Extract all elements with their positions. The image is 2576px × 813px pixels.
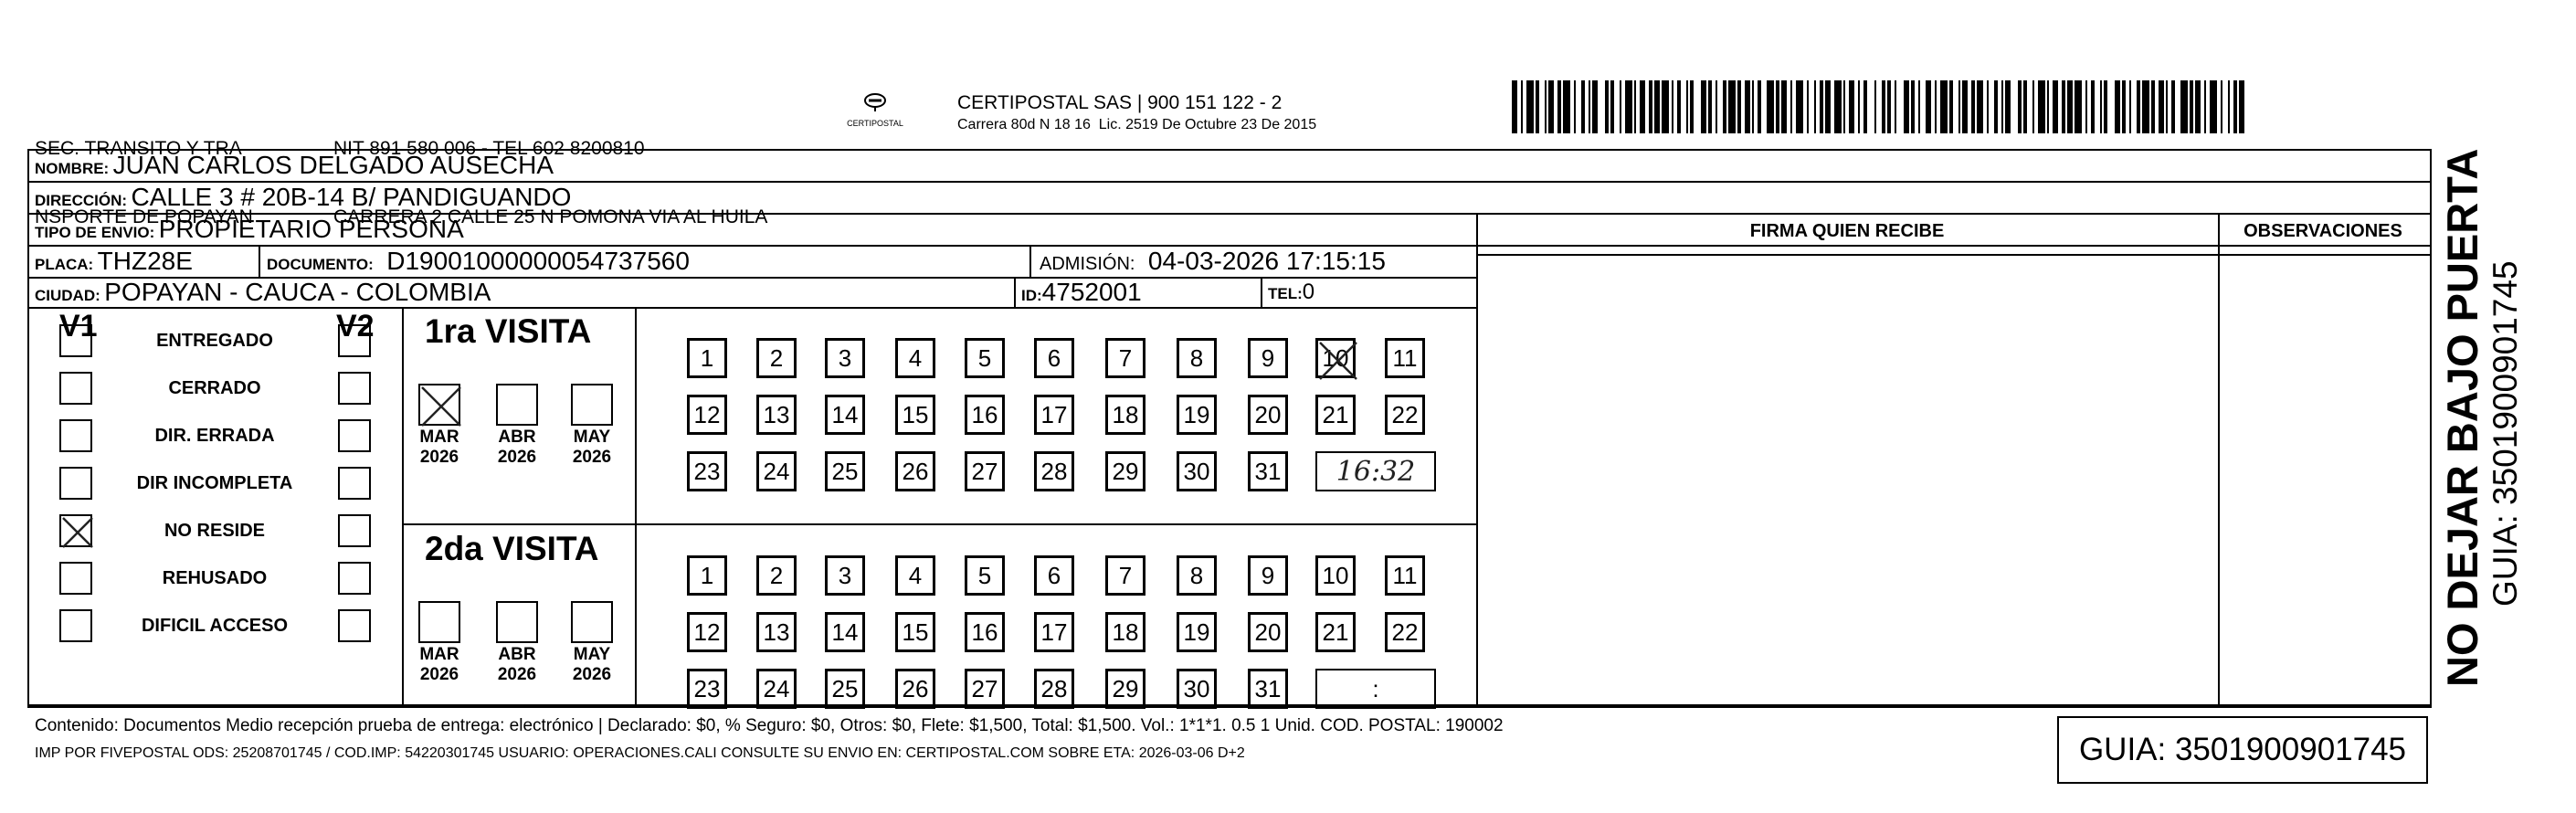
reason-label: DIR INCOMPLETA — [136, 473, 293, 493]
day-number: 20 — [1254, 618, 1282, 646]
barcode-bar — [1662, 80, 1669, 133]
barcode-gap — [1598, 80, 1605, 133]
barcode-bar — [2142, 80, 2149, 133]
tel-value: 0 — [1302, 280, 1315, 304]
day-box[interactable] — [687, 451, 727, 491]
day-number: 25 — [831, 457, 859, 485]
tel-label: TEL: — [1268, 285, 1303, 302]
cross-mark-icon — [420, 385, 462, 428]
day-box[interactable] — [1105, 669, 1145, 709]
logo-text: CERTIPOSTAL — [847, 119, 903, 128]
day-box[interactable] — [687, 669, 727, 709]
reason-label: CERRADO — [168, 378, 261, 398]
reason-label: DIFICIL ACCESO — [141, 616, 288, 636]
day-box[interactable] — [965, 669, 1005, 709]
day-number: 7 — [1118, 561, 1133, 589]
visit-title: 1ra VISITA — [425, 312, 592, 350]
nombre-label: NOMBRE: — [35, 160, 110, 177]
day-number: 24 — [763, 457, 790, 485]
barcode-bar — [2075, 80, 2082, 133]
side-guia: GUIA: 3501900901745 — [2486, 260, 2524, 607]
month-name: MAR — [419, 645, 459, 664]
day-box[interactable] — [1248, 669, 1288, 709]
day-box[interactable] — [756, 338, 797, 378]
day-number: 30 — [1183, 457, 1210, 485]
barcode-bar — [1728, 80, 1736, 133]
day-number: 16 — [971, 618, 998, 646]
day-box[interactable] — [1105, 612, 1145, 652]
day-box[interactable] — [756, 451, 797, 491]
reason-label: DIR. ERRADA — [154, 426, 275, 446]
day-number: 5 — [977, 561, 992, 589]
day-number: 30 — [1183, 674, 1210, 702]
day-number: 24 — [763, 674, 790, 702]
documento-cell — [267, 248, 690, 280]
day-box[interactable] — [1034, 451, 1074, 491]
month-year: 2026 — [497, 665, 537, 684]
day-box[interactable] — [1248, 555, 1288, 596]
day-number: 12 — [693, 400, 721, 428]
day-number: 27 — [971, 674, 998, 702]
placa-value: THZ28E — [97, 247, 193, 275]
day-box[interactable] — [1034, 338, 1074, 378]
certipostal-logo — [839, 88, 912, 133]
barcode-gap — [2244, 80, 2248, 133]
day-number: 11 — [1392, 343, 1418, 372]
day-number: 3 — [838, 561, 852, 589]
day-number: 13 — [763, 618, 790, 646]
month-label — [485, 645, 549, 685]
barcode-bar — [1563, 80, 1570, 133]
day-number: 9 — [1261, 561, 1275, 589]
day-number: 8 — [1189, 561, 1204, 589]
day-number: 13 — [763, 400, 790, 428]
day-box[interactable] — [756, 669, 797, 709]
reason-label: NO RESIDE — [164, 521, 266, 541]
month-name: MAR — [419, 428, 459, 447]
nit-line: NIT 891 580 006 - TEL 602 8200810 — [333, 138, 645, 159]
time-value: 16:32 — [1336, 455, 1416, 488]
direccion-label: DIRECCIÓN: — [35, 192, 128, 209]
company-line-1: CERTIPOSTAL SAS | 900 151 122 - 2 — [957, 92, 1283, 113]
barcode-gap — [1694, 80, 1701, 133]
day-box[interactable] — [687, 555, 727, 596]
day-number: 4 — [908, 561, 923, 589]
day-box[interactable] — [1315, 612, 1356, 652]
cross-mark-icon — [1318, 341, 1358, 381]
nombre-row — [35, 152, 554, 184]
ciudad-label: CIUDAD: — [35, 287, 100, 304]
day-number: 20 — [1254, 400, 1282, 428]
day-box[interactable] — [1105, 338, 1145, 378]
day-number: 22 — [1391, 618, 1419, 646]
day-box[interactable] — [1177, 451, 1217, 491]
day-number: 25 — [831, 674, 859, 702]
day-number: 21 — [1322, 400, 1349, 428]
barcode-gap — [1896, 80, 1904, 133]
sender-line-2: NSPORTE DE POPAYAN — [35, 206, 253, 227]
day-box[interactable] — [895, 669, 935, 709]
month-name: MAY — [573, 428, 611, 447]
day-number: 19 — [1183, 400, 1210, 428]
tel-cell — [1268, 279, 1314, 309]
day-box[interactable] — [1034, 669, 1074, 709]
ciudad-value: POPAYAN - CAUCA - COLOMBIA — [104, 278, 491, 306]
day-number: 6 — [1047, 343, 1061, 372]
day-box[interactable] — [825, 338, 865, 378]
day-number: 15 — [902, 618, 929, 646]
documento-label: DOCUMENTO: — [267, 256, 374, 273]
company-info — [957, 91, 1316, 134]
v2-label: V2 — [336, 309, 375, 343]
day-box[interactable] — [1177, 669, 1217, 709]
day-box[interactable] — [825, 669, 865, 709]
day-box[interactable] — [895, 338, 935, 378]
day-box[interactable] — [825, 395, 865, 435]
firma-label: FIRMA QUIEN RECIBE — [1749, 221, 1945, 241]
day-number: 31 — [1254, 674, 1282, 702]
address-line: CARRERA 2 CALLE 25 N POMONA VIA AL HUILA — [333, 206, 768, 227]
month-label — [560, 428, 624, 468]
observaciones-label: OBSERVACIONES — [2243, 221, 2402, 241]
month-year: 2026 — [419, 448, 459, 467]
day-box[interactable] — [756, 612, 797, 652]
day-box[interactable] — [1385, 612, 1425, 652]
day-box[interactable] — [965, 612, 1005, 652]
footer-content-line: Contenido: Documentos Medio recepción prueba de entrega: electrónico | Declarado: $0, % Seguro: $0, Otros: $0, Flete: $1,500, Total: $1,500. Vol.: 1*1*1. 0.5 1 Unid. COD. POSTAL: 190002 — [35, 716, 1504, 735]
day-box[interactable] — [1034, 395, 1074, 435]
day-number: 21 — [1322, 618, 1349, 646]
month-checkbox[interactable] — [496, 601, 538, 643]
day-number: 17 — [1040, 618, 1068, 646]
day-box[interactable] — [1248, 338, 1288, 378]
day-number: 9 — [1261, 343, 1275, 372]
day-number: 26 — [902, 457, 929, 485]
day-box[interactable] — [1315, 395, 1356, 435]
day-number: 10 — [1322, 561, 1349, 589]
month-label — [407, 645, 471, 685]
day-number: 2 — [769, 561, 784, 589]
day-number: 19 — [1183, 618, 1210, 646]
firma-header — [1476, 217, 2218, 247]
reason-label: REHUSADO — [162, 568, 268, 588]
day-box[interactable] — [1385, 338, 1425, 378]
day-number: 14 — [831, 618, 859, 646]
day-box[interactable] — [895, 395, 935, 435]
day-number: 6 — [1047, 561, 1061, 589]
day-number: 27 — [971, 457, 998, 485]
footer-print-line: IMP POR FIVEPOSTAL ODS: 25208701745 / COD.IMP: 54220301745 USUARIO: OPERACIONES.CALI CONSULTE SU ENVIO EN: CERTIPOSTAL.COM SOBRE ETA: 2026-03-06 D+2 — [35, 745, 1245, 761]
day-box[interactable] — [756, 395, 797, 435]
direccion-value: CALLE 3 # 20B-14 B/ PANDIGUANDO — [131, 183, 572, 211]
barcode-bar — [1940, 80, 1948, 133]
placa-cell — [35, 248, 193, 280]
tipo-envio-label: TIPO DE ENVIO: — [35, 224, 155, 241]
day-number: 28 — [1040, 457, 1068, 485]
day-number: 28 — [1040, 674, 1068, 702]
month-year: 2026 — [572, 665, 612, 684]
day-box[interactable] — [895, 451, 935, 491]
placa-label: PLACA: — [35, 256, 94, 273]
day-box[interactable] — [1248, 451, 1288, 491]
day-box[interactable] — [825, 451, 865, 491]
day-number: 29 — [1112, 674, 1139, 702]
day-number: 17 — [1040, 400, 1068, 428]
barcode-bar — [2210, 80, 2217, 133]
visit-title: 2da VISITA — [425, 530, 599, 567]
day-box[interactable] — [965, 338, 1005, 378]
day-box[interactable] — [1105, 395, 1145, 435]
day-number: 1 — [700, 343, 714, 372]
tipo-envio-value: PROPIETARIO PERSONA — [158, 215, 464, 243]
day-box[interactable] — [825, 612, 865, 652]
day-number: 31 — [1254, 457, 1282, 485]
month-checkbox[interactable] — [571, 384, 613, 426]
day-number: 10 — [1322, 343, 1349, 372]
day-number: 26 — [902, 674, 929, 702]
day-box[interactable] — [1034, 555, 1074, 596]
month-name: ABR — [498, 645, 536, 664]
id-cell — [1021, 279, 1142, 311]
day-box[interactable] — [1385, 555, 1425, 596]
month-checkbox[interactable] — [571, 601, 613, 643]
admision-label: ADMISIÓN: — [1040, 254, 1135, 274]
day-box[interactable] — [1177, 555, 1217, 596]
footer-guia: GUIA: 3501900901745 — [2078, 732, 2407, 767]
month-checkbox[interactable] — [418, 601, 460, 643]
day-box[interactable] — [1315, 555, 1356, 596]
barcode-bar — [1526, 80, 1534, 133]
day-box[interactable] — [1177, 338, 1217, 378]
barcode-bar — [1625, 80, 1632, 133]
day-number: 2 — [769, 343, 784, 372]
day-box[interactable] — [965, 395, 1005, 435]
month-name: MAY — [573, 645, 611, 664]
barcode-bar — [1977, 80, 1984, 133]
nombre-value: JUAN CARLOS DELGADO AUSECHA — [112, 151, 554, 179]
day-box[interactable] — [756, 555, 797, 596]
day-number: 22 — [1391, 400, 1419, 428]
day-box[interactable] — [1315, 338, 1356, 378]
day-number: 15 — [902, 400, 929, 428]
id-label: ID: — [1021, 287, 1042, 304]
day-number: 1 — [700, 561, 714, 589]
barcode-gap — [2107, 80, 2115, 133]
day-box[interactable] — [1034, 612, 1074, 652]
day-number: 5 — [977, 343, 992, 372]
observaciones-header — [2218, 217, 2428, 247]
month-checkbox[interactable] — [496, 384, 538, 426]
side-warning: NO DEJAR BAJO PUERTA — [2438, 148, 2486, 687]
barcode-bar — [1767, 80, 1774, 133]
day-number: 29 — [1112, 457, 1139, 485]
day-number: 12 — [693, 618, 721, 646]
day-box[interactable] — [1177, 612, 1217, 652]
barcode-gap — [2011, 80, 2018, 133]
day-number: 23 — [693, 674, 721, 702]
day-box[interactable] — [895, 555, 935, 596]
month-label — [560, 645, 624, 685]
v1-label: V1 — [59, 309, 98, 343]
day-box[interactable] — [1105, 555, 1145, 596]
barcode-bar — [2038, 80, 2045, 133]
month-checkbox[interactable] — [418, 384, 460, 426]
admision-cell — [1040, 248, 1386, 280]
time-box[interactable] — [1315, 669, 1436, 709]
day-number: 3 — [838, 343, 852, 372]
month-year: 2026 — [419, 665, 459, 684]
day-number: 7 — [1118, 343, 1133, 372]
day-box[interactable] — [825, 555, 865, 596]
barcode-bar — [2180, 80, 2188, 133]
day-box[interactable] — [895, 612, 935, 652]
day-number: 18 — [1112, 618, 1139, 646]
day-number: 4 — [908, 343, 923, 372]
day-box[interactable] — [965, 451, 1005, 491]
id-value: 4752001 — [1041, 278, 1142, 306]
ciudad-cell — [35, 279, 491, 311]
barcode-bar — [1796, 80, 1803, 133]
day-box[interactable] — [687, 395, 727, 435]
day-box[interactable] — [1385, 395, 1425, 435]
admision-value: 04-03-2026 17:15:15 — [1147, 247, 1386, 275]
tipo-envio-row — [35, 216, 464, 248]
day-box[interactable] — [1105, 451, 1145, 491]
barcode — [1512, 80, 2247, 133]
day-number: 14 — [831, 400, 859, 428]
sender-line-1: SEC. TRANSITO Y TRA — [35, 138, 242, 159]
documento-value: D19001000000054737560 — [386, 247, 690, 275]
month-year: 2026 — [497, 448, 537, 467]
month-year: 2026 — [572, 448, 612, 467]
day-box[interactable] — [687, 338, 727, 378]
day-box[interactable] — [1248, 612, 1288, 652]
day-box[interactable] — [965, 555, 1005, 596]
reason-label: ENTREGADO — [156, 331, 273, 351]
direccion-row — [35, 184, 571, 216]
month-label — [407, 428, 471, 468]
time-value: : — [1372, 674, 1379, 702]
month-label — [485, 428, 549, 468]
day-number: 18 — [1112, 400, 1139, 428]
month-name: ABR — [498, 428, 536, 447]
company-line-2: Carrera 80d N 18 16 Lic. 2519 De Octubre 23 De 2015 — [957, 117, 1317, 132]
day-number: 8 — [1189, 343, 1204, 372]
day-box[interactable] — [1248, 395, 1288, 435]
barcode-bar — [1834, 80, 1842, 133]
day-box[interactable] — [687, 612, 727, 652]
day-number: 16 — [971, 400, 998, 428]
time-box[interactable] — [1315, 451, 1436, 491]
barcode-gap — [1867, 80, 1874, 133]
day-box[interactable] — [1177, 395, 1217, 435]
day-number: 23 — [693, 457, 721, 485]
day-number: 11 — [1392, 561, 1418, 589]
